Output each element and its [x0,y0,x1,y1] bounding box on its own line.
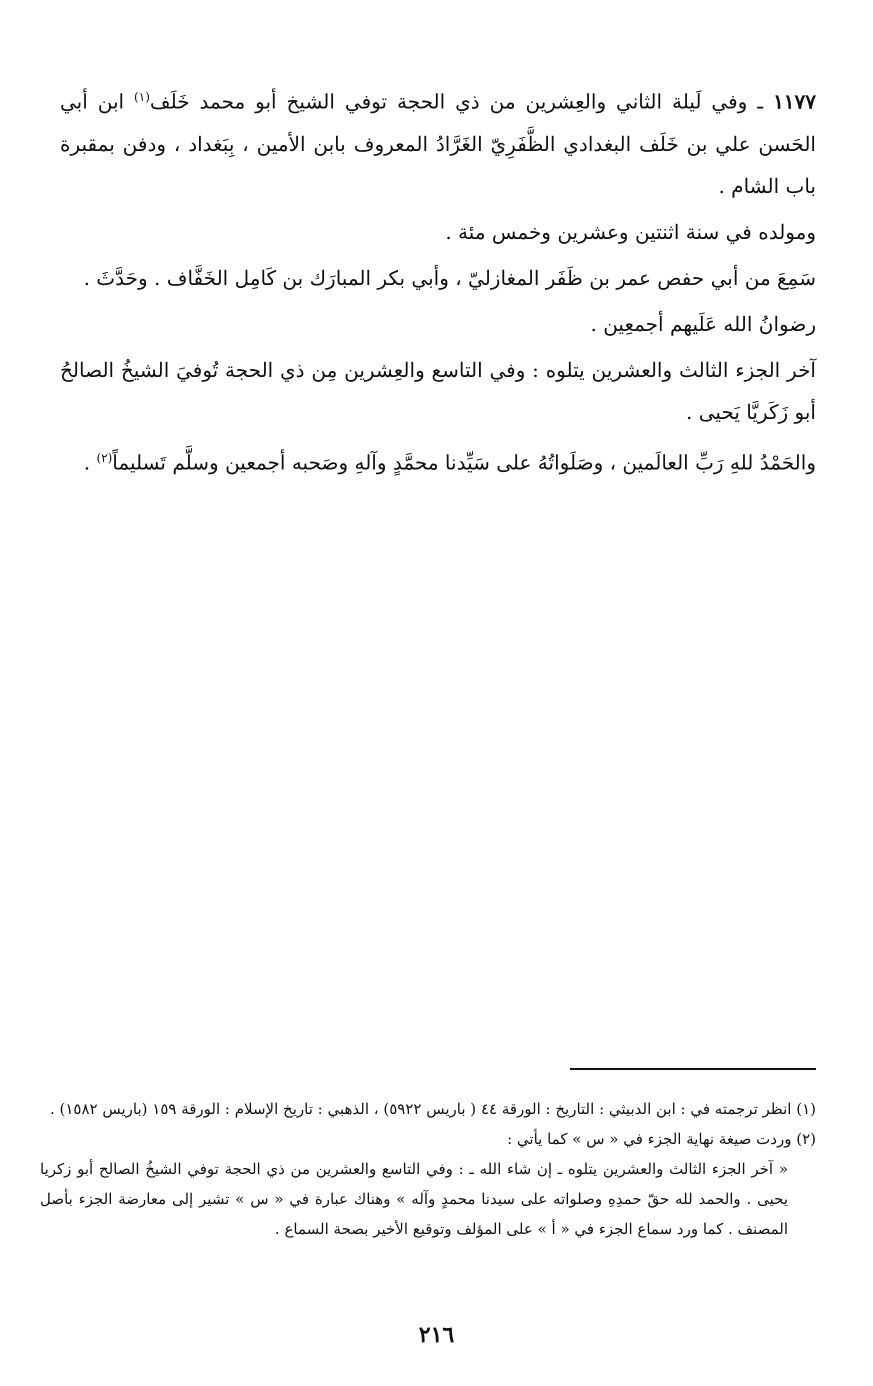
footnote-2-intro: (٢) وردت صيغة نهاية الجزء في « س » كما يأتي : [507,1130,816,1148]
footnote-divider [570,1068,816,1070]
footnote-marker-2: (٢) [96,450,113,465]
footnote-2-body: « آخر الجزء الثالث والعشرين يتلوه ـ إن شاء الله ـ : وفي التاسع والعشرين من ذي الحجة توفي الشيخُ الصالح أبو زكريا يحيى . والحمد لله حقّ حمدِهِ وصلواته على سيدنا محمدٍ وآله » وهناك عبارة في « س » تشير إلى معارضة الجزء بأصل المصنف . كما ورد سماع الجزء في « أ » على المؤلف وتوقيع الأخير بصحة السماع . [40,1160,788,1238]
entry-paragraph [60,76,816,207]
main-text [60,76,816,483]
paragraph-blessing: رضوانُ الله عَلَيهم أجمعِين . [590,311,816,336]
entry-number: ١١٧٧ [773,89,817,114]
closing-text: والحَمْدُ للهِ رَبِّ العالَمين ، وصَلَواتُهُ على سَيِّدنا محمَّدٍ وآلهِ وصَحبه أجمعين وسلَّم تَسليماً [112,450,816,475]
entry-text-continued: ابن أبي الحَسن علي بن خَلَف البغدادي الظَّفَرِيّ الغَرَّادُ المعروف بابن الأمين ، بِبَغداد ، ودفن بمقبرة باب الشام . [60,89,816,198]
footnote-1: (١) انظر ترجمته في : ابن الدبيثي : التاريخ : الورقة ٤٤ ( باريس ٥٩٢٢) ، الذهبي : تاريخ الإسلام : الورقة ١٥٩ (باريس ١٥٨٢) . [49,1100,816,1118]
paragraph-teachers: سَمِعَ من أبي حفص عمر بن ظَفَر المغازليّ ، وأبي بكر المبارَك بن كَامِل الخَفَّاف . وحَدَّثَ . [83,265,816,290]
paragraph-closing [60,437,816,484]
closing-period: . [83,450,97,475]
paragraph-part-end: آخر الجزء الثالث والعشرين يتلوه : وفي التاسع والعِشرين مِن ذي الحجة تُوفيَ الشيخُ الصالحُ أبو زَكَريَّا يَحيى . [60,357,816,424]
footnote-marker-1: (١) [134,90,150,104]
entry-text: ـ وفي لَيلة الثاني والعِشرين من ذي الحجة توفي الشيخ أبو محمد خَلَف [149,89,764,114]
footnotes [40,1094,816,1244]
paragraph-birth: ومولده في سنة اثنتين وعشرين وخمس مئة . [445,219,816,244]
page-number: ٢١٦ [418,1322,455,1348]
